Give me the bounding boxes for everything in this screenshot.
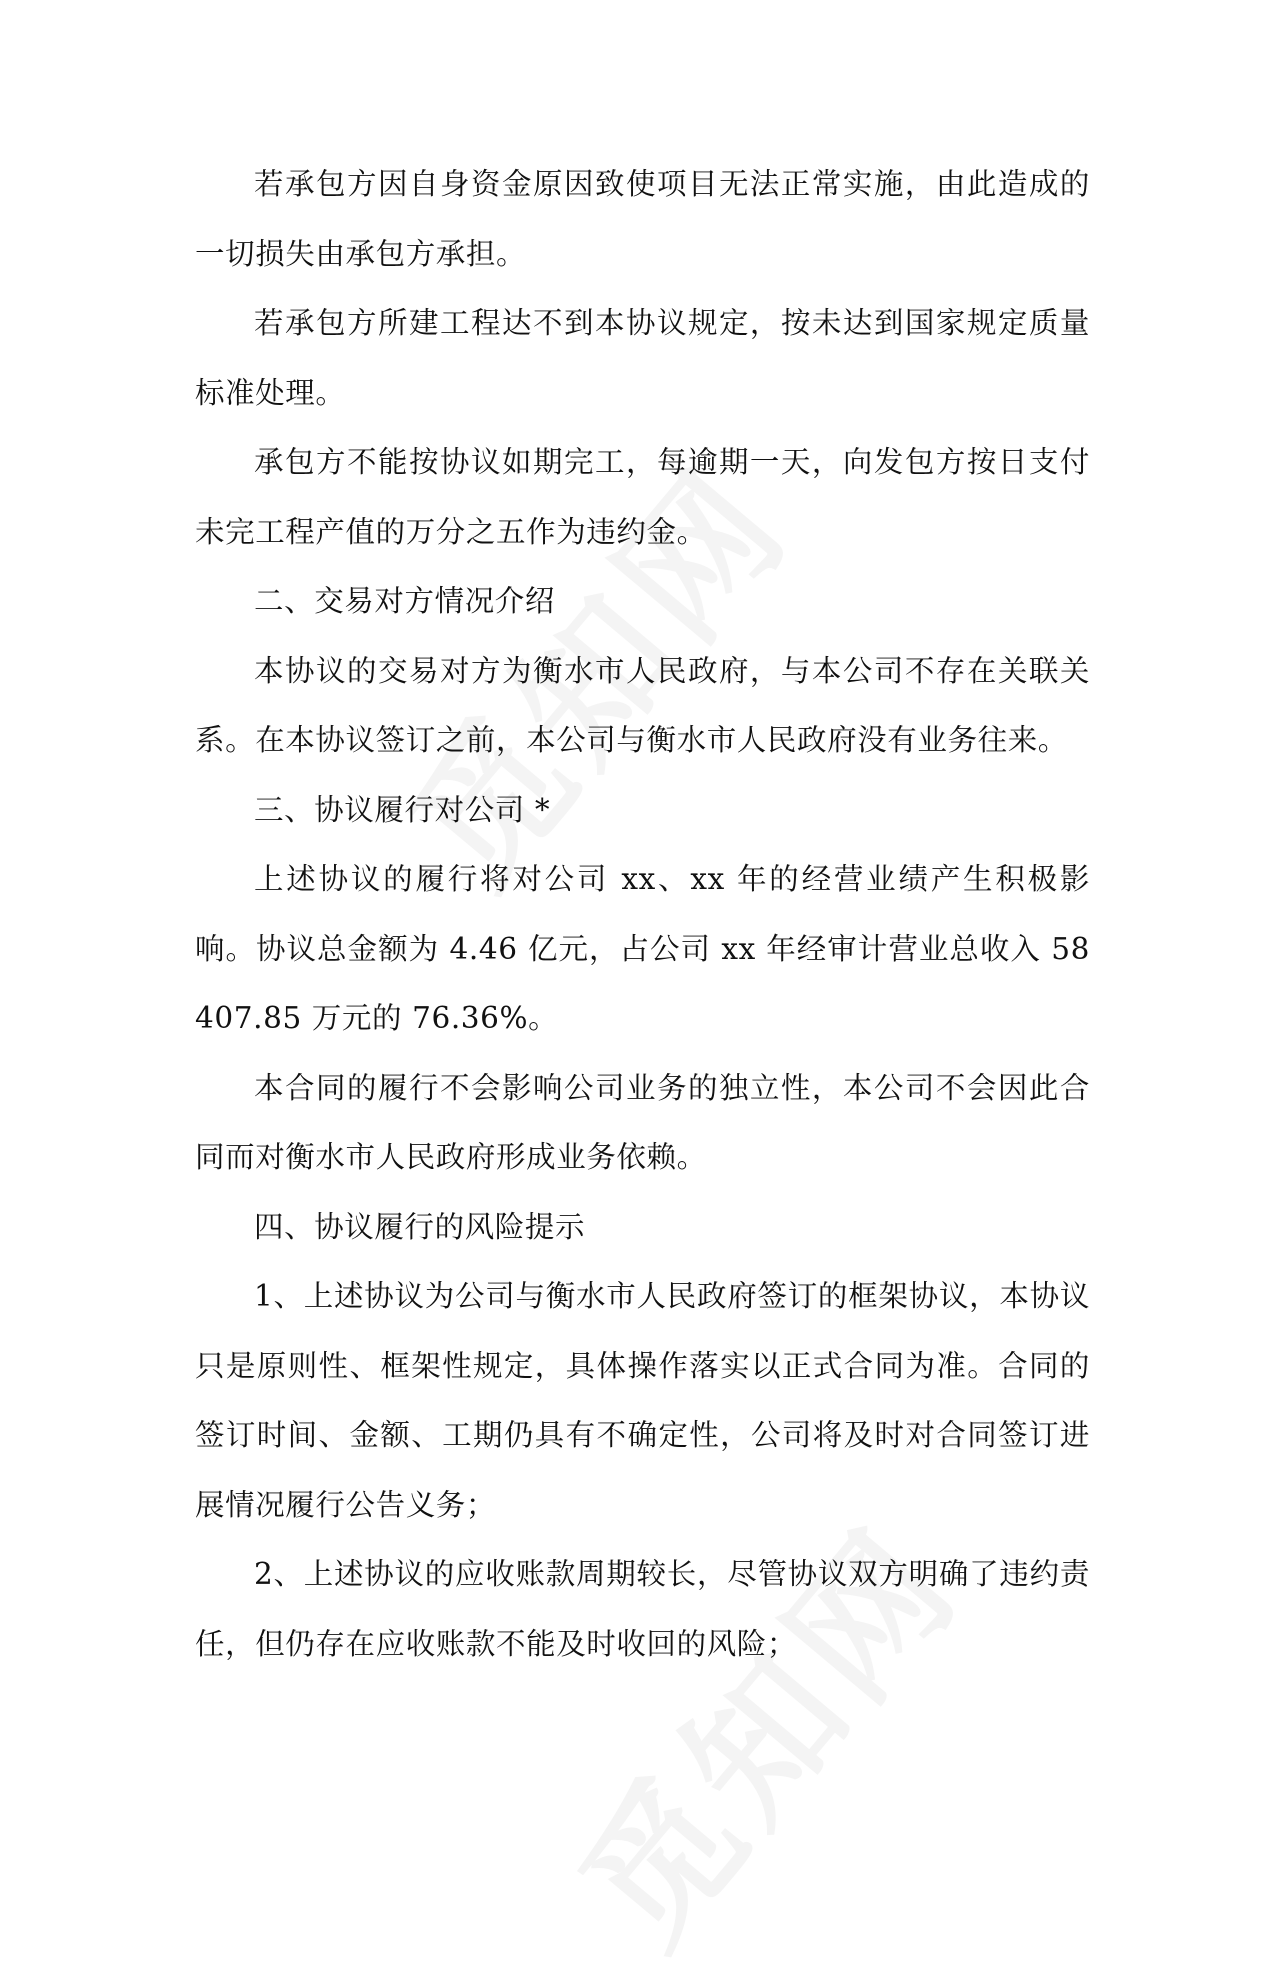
document-body [195, 150, 1090, 1679]
section-heading-risk: 四、协议履行的风险提示 [254, 1209, 586, 1244]
paragraph-independence: 本合同的履行不会影响公司业务的独立性，本公司不会因此合同而对衡水市人民政府形成业务依赖。 [195, 1070, 1090, 1174]
paragraph-impact: 上述协议的履行将对公司 xx、xx 年的经营业绩产生积极影响。协议总金额为 4.46 亿元，占公司 xx 年经审计营业总收入 58407.85 万元的 76.36%。 [195, 862, 1090, 1035]
paragraph-contractor-funds: 若承包方因自身资金原因致使项目无法正常实施，由此造成的一切损失由承包方承担。 [195, 167, 1090, 271]
paragraph-counterparty: 本协议的交易对方为衡水市人民政府，与本公司不存在关联关系。在本协议签订之前，本公司与衡水市人民政府没有业务往来。 [195, 653, 1090, 757]
paragraph-risk-1: 1、上述协议为公司与衡水市人民政府签订的框架协议，本协议只是原则性、框架性规定，具体操作落实以正式合同为准。合同的签订时间、金额、工期仍具有不确定性，公司将及时对合同签订进展情况履行公告义务； [195, 1279, 1090, 1522]
section-heading-counterparty: 二、交易对方情况介绍 [254, 584, 556, 618]
paragraph-quality-standard: 若承包方所建工程达不到本协议规定，按未达到国家规定质量标准处理。 [195, 306, 1090, 410]
section-heading-impact: 三、协议履行对公司 * [254, 792, 551, 827]
paragraph-risk-2: 2、上述协议的应收账款周期较长，尽管协议双方明确了违约责任，但仍存在应收账款不能及时收回的风险； [195, 1557, 1090, 1661]
paragraph-delay-penalty: 承包方不能按协议如期完工，每逾期一天，向发包方按日支付未完工程产值的万分之五作为违约金。 [195, 445, 1090, 549]
